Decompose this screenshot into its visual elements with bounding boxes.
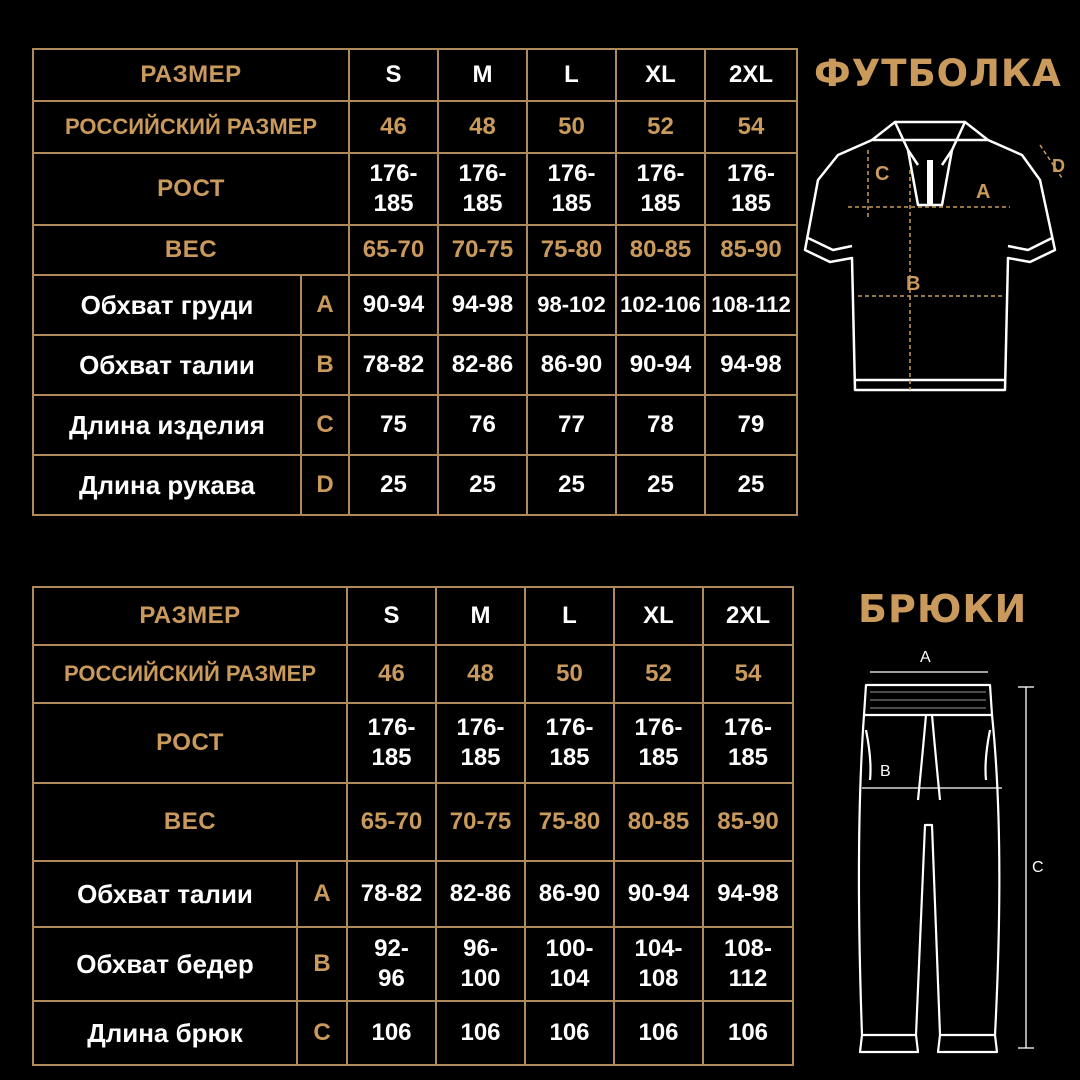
shirt-russian-value: 50 (527, 101, 616, 153)
shirt-cell: 90-94 (349, 275, 438, 335)
shirt-row-label: Длина рукава (33, 455, 301, 515)
pants-russian-value: 52 (614, 645, 703, 703)
shirt-sleeve-row (33, 455, 797, 515)
pants-cell: 82-86 (436, 861, 525, 927)
shirt-chest-row (33, 275, 797, 335)
shirt-height-label: РОСТ (33, 153, 349, 225)
pants-cell: 96- 100 (436, 927, 525, 1001)
shirt-size-table (32, 48, 798, 516)
pants-cell: 106 (525, 1001, 614, 1065)
pants-height-value: 176- 185 (436, 703, 525, 783)
pants-weight-value: 75-80 (525, 783, 614, 861)
shirt-russian-value: 46 (349, 101, 438, 153)
shirt-size-l: L (527, 49, 616, 101)
pants-cell: 104- 108 (614, 927, 703, 1001)
pants-title: БРЮКИ (858, 587, 1028, 631)
shirt-row-label: Обхват груди (33, 275, 301, 335)
shirt-russian-value: 54 (705, 101, 797, 153)
pants-weight-row (33, 783, 793, 861)
shirt-russian-label: РОССИЙСКИЙ РАЗМЕР (33, 101, 349, 153)
shirt-letter-c: C (875, 163, 890, 185)
shirt-size-header: РАЗМЕР (33, 49, 349, 101)
shirt-size-s: S (349, 49, 438, 101)
pants-russian-value: 54 (703, 645, 793, 703)
pants-weight-value: 65-70 (347, 783, 436, 861)
shirt-russian-value: 52 (616, 101, 705, 153)
shirt-letter-a: A (976, 181, 991, 203)
pants-russian-label: РОССИЙСКИЙ РАЗМЕР (33, 645, 347, 703)
shirt-cell: 94-98 (438, 275, 527, 335)
pants-row-label: Обхват бедер (33, 927, 297, 1001)
pants-russian-value: 48 (436, 645, 525, 703)
shirt-row-letter: C (301, 395, 349, 455)
pants-cell: 106 (703, 1001, 793, 1065)
shirt-weight-value: 80-85 (616, 225, 705, 275)
shirt-size-m: M (438, 49, 527, 101)
pants-weight-value: 70-75 (436, 783, 525, 861)
pants-cell: 100- 104 (525, 927, 614, 1001)
shirt-cell: 108-112 (705, 275, 797, 335)
shirt-cell: 78 (616, 395, 705, 455)
shirt-row-label: Обхват талии (33, 335, 301, 395)
pants-height-value: 176- 185 (525, 703, 614, 783)
pants-row-letter: B (297, 927, 347, 1001)
pants-size-s: S (347, 587, 436, 645)
pants-letter-b: B (880, 763, 891, 780)
pants-letter-c: C (1032, 859, 1044, 876)
shirt-length-row (33, 395, 797, 455)
shirt-size-xl: XL (616, 49, 705, 101)
pants-size-2xl: 2XL (703, 587, 793, 645)
pants-length-row (33, 1001, 793, 1065)
pants-size-l: L (525, 587, 614, 645)
shirt-cell: 98-102 (527, 275, 616, 335)
pants-cell: 106 (436, 1001, 525, 1065)
pants-size-xl: XL (614, 587, 703, 645)
pants-cell: 94-98 (703, 861, 793, 927)
shirt-weight-label: ВЕС (33, 225, 349, 275)
shirt-cell: 94-98 (705, 335, 797, 395)
shirt-weight-value: 65-70 (349, 225, 438, 275)
shirt-cell: 78-82 (349, 335, 438, 395)
shirt-cell: 82-86 (438, 335, 527, 395)
shirt-cell: 75 (349, 395, 438, 455)
pants-cell: 106 (614, 1001, 703, 1065)
shirt-cell: 25 (705, 455, 797, 515)
pants-row-label: Длина брюк (33, 1001, 297, 1065)
shirt-cell: 25 (349, 455, 438, 515)
pants-cell: 92- 96 (347, 927, 436, 1001)
pants-letter-a: A (920, 649, 931, 666)
shirt-title: ФУТБОЛКА (814, 52, 1062, 95)
shirt-size-2xl: 2XL (705, 49, 797, 101)
shirt-russian-row (33, 101, 797, 153)
pants-row-letter: C (297, 1001, 347, 1065)
shirt-weight-value: 75-80 (527, 225, 616, 275)
pants-size-table (32, 586, 794, 1066)
shirt-row-label: Длина изделия (33, 395, 301, 455)
shirt-weight-row (33, 225, 797, 275)
pants-russian-value: 46 (347, 645, 436, 703)
shirt-diagram (800, 110, 1080, 410)
pants-cell: 78-82 (347, 861, 436, 927)
pants-weight-value: 85-90 (703, 783, 793, 861)
shirt-cell: 25 (438, 455, 527, 515)
pants-height-label: РОСТ (33, 703, 347, 783)
shirt-header-row (33, 49, 797, 101)
shirt-height-value: 176- 185 (527, 153, 616, 225)
pants-cell: 108- 112 (703, 927, 793, 1001)
shirt-height-value: 176- 185 (349, 153, 438, 225)
shirt-height-value: 176- 185 (616, 153, 705, 225)
shirt-cell: 25 (527, 455, 616, 515)
shirt-cell: 79 (705, 395, 797, 455)
shirt-cell: 77 (527, 395, 616, 455)
shirt-letter-d: D (1052, 156, 1065, 176)
pants-size-m: M (436, 587, 525, 645)
shirt-collar (872, 122, 988, 165)
pants-header-row (33, 587, 793, 645)
shirt-height-value: 176- 185 (705, 153, 797, 225)
shirt-row-letter: B (301, 335, 349, 395)
shirt-weight-value: 85-90 (705, 225, 797, 275)
shirt-height-row (33, 153, 797, 225)
pants-hips-row (33, 927, 793, 1001)
pants-cell: 90-94 (614, 861, 703, 927)
shirt-russian-value: 48 (438, 101, 527, 153)
pants-cell: 106 (347, 1001, 436, 1065)
pants-height-value: 176- 185 (703, 703, 793, 783)
pants-cell: 86-90 (525, 861, 614, 927)
shirt-height-value: 176- 185 (438, 153, 527, 225)
pants-diagram (840, 640, 1070, 1070)
shirt-row-letter: D (301, 455, 349, 515)
pants-waist-row (33, 861, 793, 927)
shirt-cell: 90-94 (616, 335, 705, 395)
pants-row-letter: A (297, 861, 347, 927)
pants-row-label: Обхват талии (33, 861, 297, 927)
shirt-waist-row (33, 335, 797, 395)
shirt-cell: 102-106 (616, 275, 705, 335)
shirt-row-letter: A (301, 275, 349, 335)
pants-weight-label: ВЕС (33, 783, 347, 861)
pants-size-header: РАЗМЕР (33, 587, 347, 645)
shirt-letter-b: B (906, 273, 921, 295)
shirt-cell: 25 (616, 455, 705, 515)
pants-weight-value: 80-85 (614, 783, 703, 861)
shirt-cell: 86-90 (527, 335, 616, 395)
shirt-cell: 76 (438, 395, 527, 455)
pants-height-value: 176- 185 (614, 703, 703, 783)
pants-height-row (33, 703, 793, 783)
pants-russian-value: 50 (525, 645, 614, 703)
pants-height-value: 176- 185 (347, 703, 436, 783)
shirt-weight-value: 70-75 (438, 225, 527, 275)
pants-russian-row (33, 645, 793, 703)
